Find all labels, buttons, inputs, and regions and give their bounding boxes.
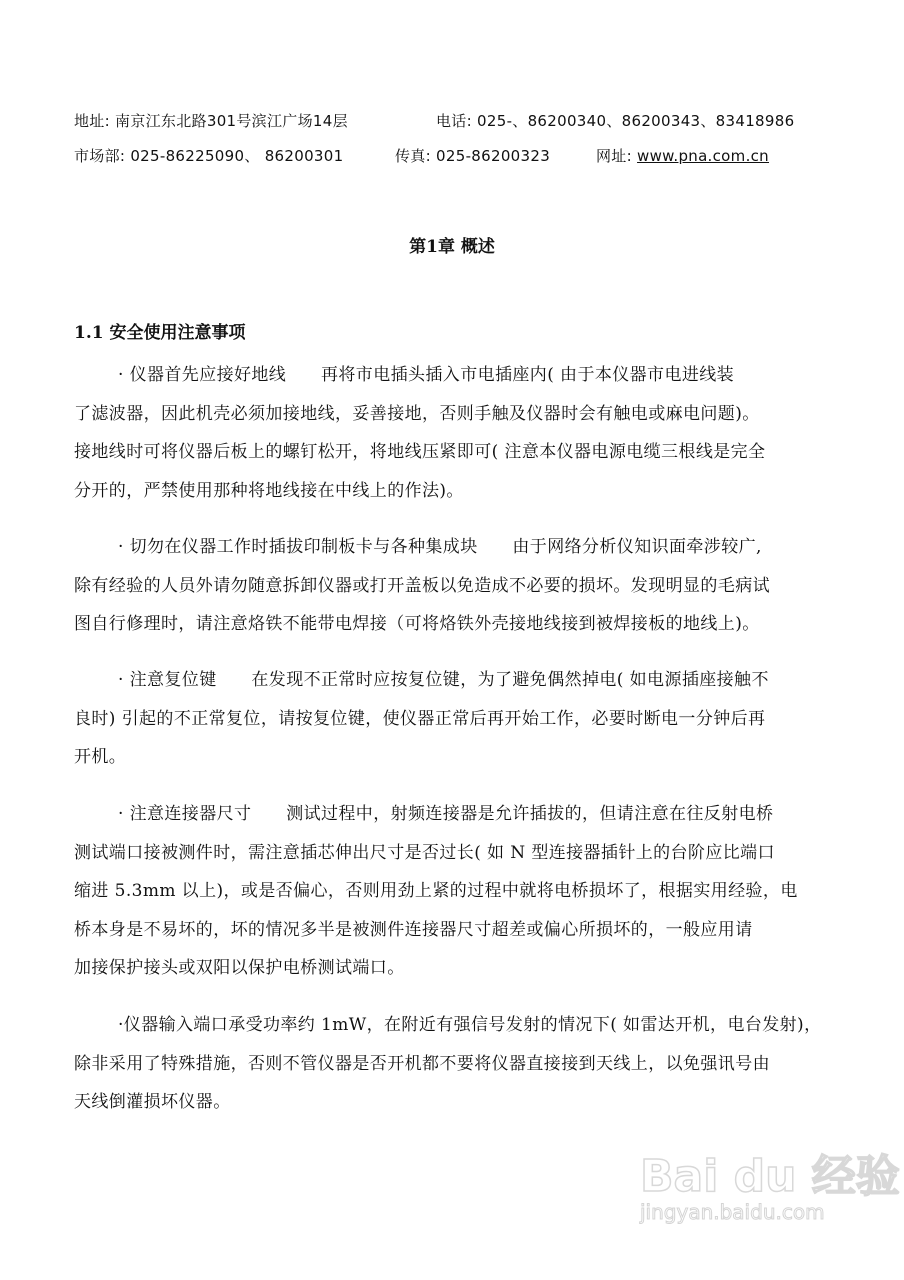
address: 南京江东北路301号滨江广场14层 xyxy=(115,112,348,130)
paragraph xyxy=(74,528,834,644)
text-line: 了滤波器，因此机壳必须加接地线，妥善接地，否则手触及仪器时会有触电或麻电问题)。 xyxy=(74,403,760,424)
text-line: 测试端口接被测件时，需注意插芯伸出尺寸是否过长( 如 N 型连接器插针上的台阶应比端口 xyxy=(74,842,775,863)
market-line xyxy=(74,145,343,166)
text-line: · 仪器首先应接好地线 再将市电插头插入市电插座内( 由于本仪器市电进线装 xyxy=(118,365,735,385)
address-label: 地址: xyxy=(74,112,110,130)
text-line: 加接保护接头或双阳以保护电桥测试端口。 xyxy=(74,958,405,978)
text-line: · 注意连接器尺寸 测试过程中，射频连接器是允许插拔的，但请注意在往反射电桥 xyxy=(118,804,774,824)
text-line: · 注意复位键 在发现不正常时应按复位键，为了避免偶然掉电( 如电源插座接触不 xyxy=(118,670,769,690)
fax: 025-86200323 xyxy=(436,147,551,165)
text-line: 开机。 xyxy=(74,747,127,767)
paragraph xyxy=(74,661,834,777)
text-line: 分开的，严禁使用那种将地线接在中线上的作法)。 xyxy=(74,480,464,501)
fax-label: 传真: xyxy=(395,147,431,165)
phone: 025-、86200340、86200343、83418986 xyxy=(477,112,795,130)
text-line: 除有经验的人员外请勿随意拆卸仪器或打开盖板以免造成不必要的损坏。发现明显的毛病试 xyxy=(74,575,770,596)
text-line: 良时) 引起的不正常复位，请按复位键，使仪器正常后再开始工作，必要时断电一分钟后再 xyxy=(74,708,766,729)
text-line: 天线倒灌损坏仪器。 xyxy=(74,1092,231,1112)
text-line: ·仪器输入端口承受功率约 1mW，在附近有强信号发射的情况下( 如雷达开机，电台发射)， xyxy=(118,1015,822,1035)
web-label: 网址: xyxy=(596,147,632,165)
text-line: · 切勿在仪器工作时插拔印制板卡与各种集成块 由于网络分析仪知识面牵涉较广, xyxy=(118,537,762,557)
paragraph xyxy=(74,1006,834,1122)
text-line: 桥本身是不易坏的，坏的情况多半是被测件连接器尺寸超差或偏心所损坏的，一般应用请 xyxy=(74,919,753,940)
paragraph xyxy=(74,795,834,988)
text-line: 接地线时可将仪器后板上的螺钉松开，将地线压紧即可( 注意本仪器电源电缆三根线是完全 xyxy=(74,442,766,462)
market: 025-86225090、 86200301 xyxy=(130,147,344,165)
chapter-title: 第1章 概述 xyxy=(409,237,495,257)
watermark-url: jingyan.baidu.com xyxy=(640,1200,825,1224)
watermark-logo: Bai du 经验 xyxy=(640,1151,900,1202)
market-label: 市场部: xyxy=(74,147,126,165)
text-line: 缩进 5.3mm 以上)，或是否偏心，否则用劲上紧的过程中就将电桥损坏了，根据实用经验，电 xyxy=(74,881,798,901)
address-line xyxy=(74,110,348,131)
fax-line xyxy=(395,145,550,166)
website-link[interactable]: www.pna.com.cn xyxy=(637,147,769,165)
web-line xyxy=(596,145,769,166)
phone-label: 电话: xyxy=(436,112,472,130)
phone-line xyxy=(436,110,794,131)
text-line: 除非采用了特殊措施，否则不管仪器是否开机都不要将仪器直接接到天线上，以免强讯号由 xyxy=(74,1053,770,1074)
paragraph xyxy=(74,356,834,510)
text-line: 图自行修理时，请注意烙铁不能带电焊接（可将烙铁外壳接地线接到被焊接板的地线上)。 xyxy=(74,614,760,634)
section-title: 1.1 安全使用注意事项 xyxy=(74,323,246,343)
baidu-jingyan-watermark xyxy=(640,1140,900,1224)
